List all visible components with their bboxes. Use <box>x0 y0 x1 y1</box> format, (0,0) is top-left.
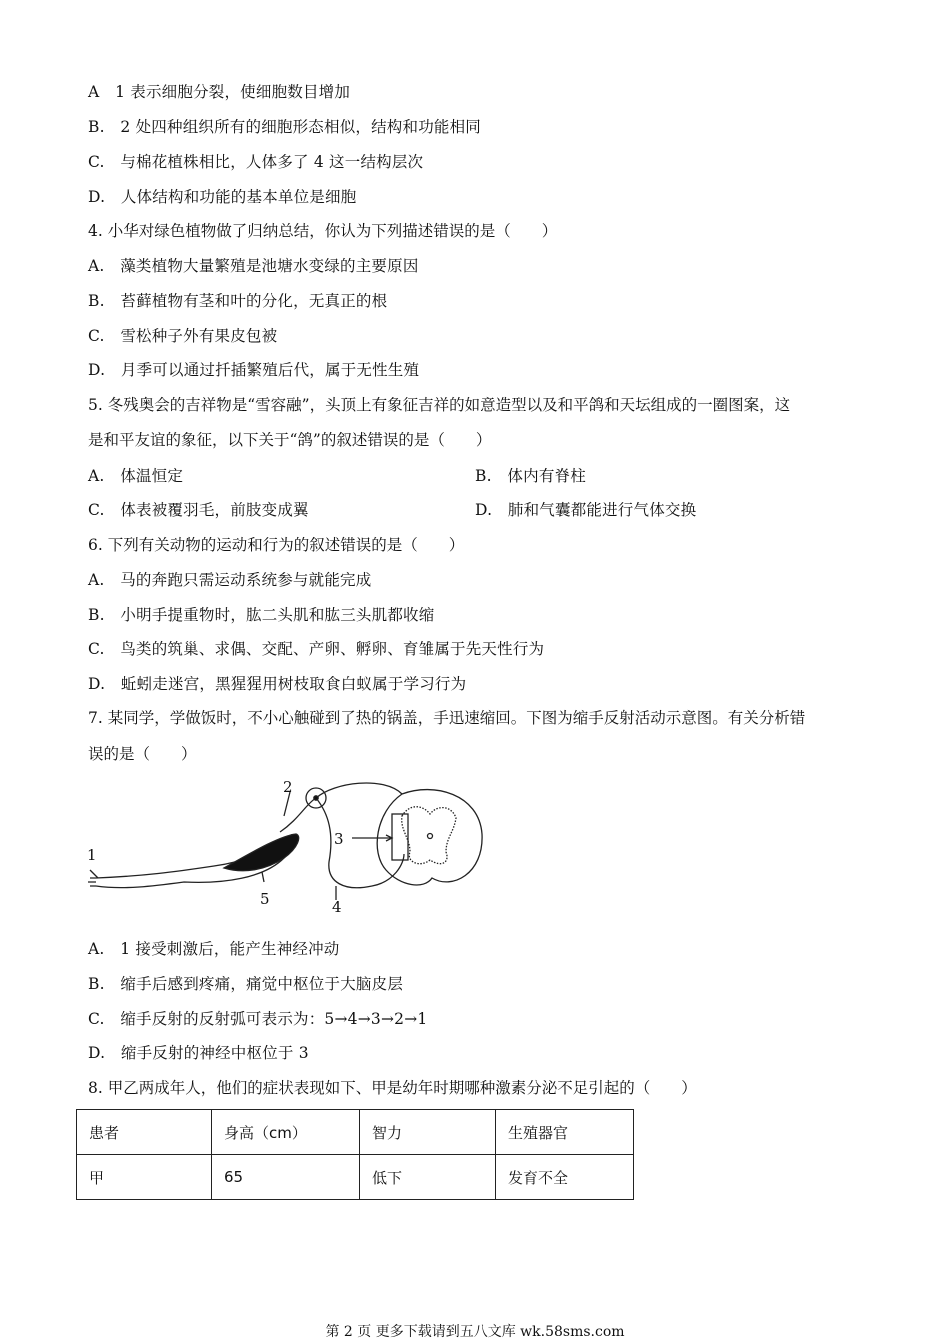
q8-stem: 8. 甲乙两成年人，他们的症状表现如下、甲是幼年时期哪种激素分泌不足引起的（ ） <box>88 1079 697 1097</box>
figure-label-2: 2 <box>283 778 293 796</box>
figure-label-4: 4 <box>332 898 342 914</box>
q7-option-a: A. 1 接受刺激后，能产生神经冲动 <box>88 940 340 958</box>
page-footer: 第 2 页 更多下载请到五八文库 wk.58sms.com <box>325 1324 625 1340</box>
q4-stem: 4. 小华对绿色植物做了归纳总结，你认为下列描述错误的是（ ） <box>88 222 558 240</box>
q4-option-c: C. 雪松种子外有果皮包被 <box>88 327 278 345</box>
q3-option-a: A 1 表示细胞分裂，使细胞数目增加 <box>88 83 351 101</box>
table-cell: 发育不全 <box>496 1155 634 1200</box>
table-cell: 65 <box>212 1155 360 1200</box>
table-cell: 低下 <box>360 1155 496 1200</box>
figure-label-5: 5 <box>260 890 270 908</box>
q4-option-a: A. 藻类植物大量繁殖是池塘水变绿的主要原因 <box>88 257 419 275</box>
table-header-cell: 身高（cm） <box>212 1110 360 1155</box>
figure-label-3: 3 <box>334 830 344 848</box>
symptom-table <box>76 1109 634 1200</box>
table-cell: 甲 <box>77 1155 212 1200</box>
q7-option-b: B. 缩手后感到疼痛，痛觉中枢位于大脑皮层 <box>88 975 404 993</box>
q7-option-c: C. 缩手反射的反射弧可表示为：5→4→3→2→1 <box>88 1010 428 1028</box>
q6-option-d: D. 蚯蚓走迷宫，黑猩猩用树枝取食白蚁属于学习行为 <box>88 675 467 693</box>
q3-option-b: B. 2 处四种组织所有的细胞形态相似，结构和功能相同 <box>88 118 482 136</box>
q5-option-b: B. 体内有脊柱 <box>475 467 586 485</box>
table-header-cell: 患者 <box>77 1110 212 1155</box>
q4-option-d: D. 月季可以通过扦插繁殖后代，属于无性生殖 <box>88 361 420 379</box>
table-header-row <box>77 1110 634 1155</box>
q6-stem: 6. 下列有关动物的运动和行为的叙述错误的是（ ） <box>88 536 465 554</box>
q7-option-d: D. 缩手反射的神经中枢位于 3 <box>88 1044 309 1062</box>
q6-option-c: C. 鸟类的筑巢、求偶、交配、产卵、孵卵、育雏属于先天性行为 <box>88 640 545 658</box>
q6-option-a: A. 马的奔跑只需运动系统参与就能完成 <box>88 571 372 589</box>
q4-option-b: B. 苔藓植物有茎和叶的分化，无真正的根 <box>88 292 388 310</box>
table-header-cell: 智力 <box>360 1110 496 1155</box>
table-row <box>77 1155 634 1200</box>
reflex-arc-diagram <box>84 774 494 914</box>
q3-option-d: D. 人体结构和功能的基本单位是细胞 <box>88 188 357 206</box>
q5-option-c: C. 体表被覆羽毛，前肢变成翼 <box>88 501 309 519</box>
q5-option-d: D. 肺和气囊都能进行气体交换 <box>475 501 697 519</box>
q7-stem-line1: 7. 某同学，学做饭时，不小心触碰到了热的锅盖，手迅速缩回。下图为缩手反射活动示意图。有关分析错 <box>88 709 806 727</box>
q5-stem-line2: 是和平友谊的象征，以下关于“鸽”的叙述错误的是（ ） <box>88 431 492 449</box>
q3-option-c: C. 与棉花植株相比，人体多了 4 这一结构层次 <box>88 153 424 171</box>
figure-label-1: 1 <box>87 846 97 864</box>
q6-option-b: B. 小明手提重物时，肱二头肌和肱三头肌都收缩 <box>88 606 435 624</box>
table-header-cell: 生殖器官 <box>496 1110 634 1155</box>
q5-stem-line1: 5. 冬残奥会的吉祥物是“雪容融”，头顶上有象征吉祥的如意造型以及和平鸽和天坛组成的一圈图案，这 <box>88 396 791 414</box>
q5-option-a: A. 体温恒定 <box>88 467 184 485</box>
q7-stem-line2: 误的是（ ） <box>88 745 197 763</box>
